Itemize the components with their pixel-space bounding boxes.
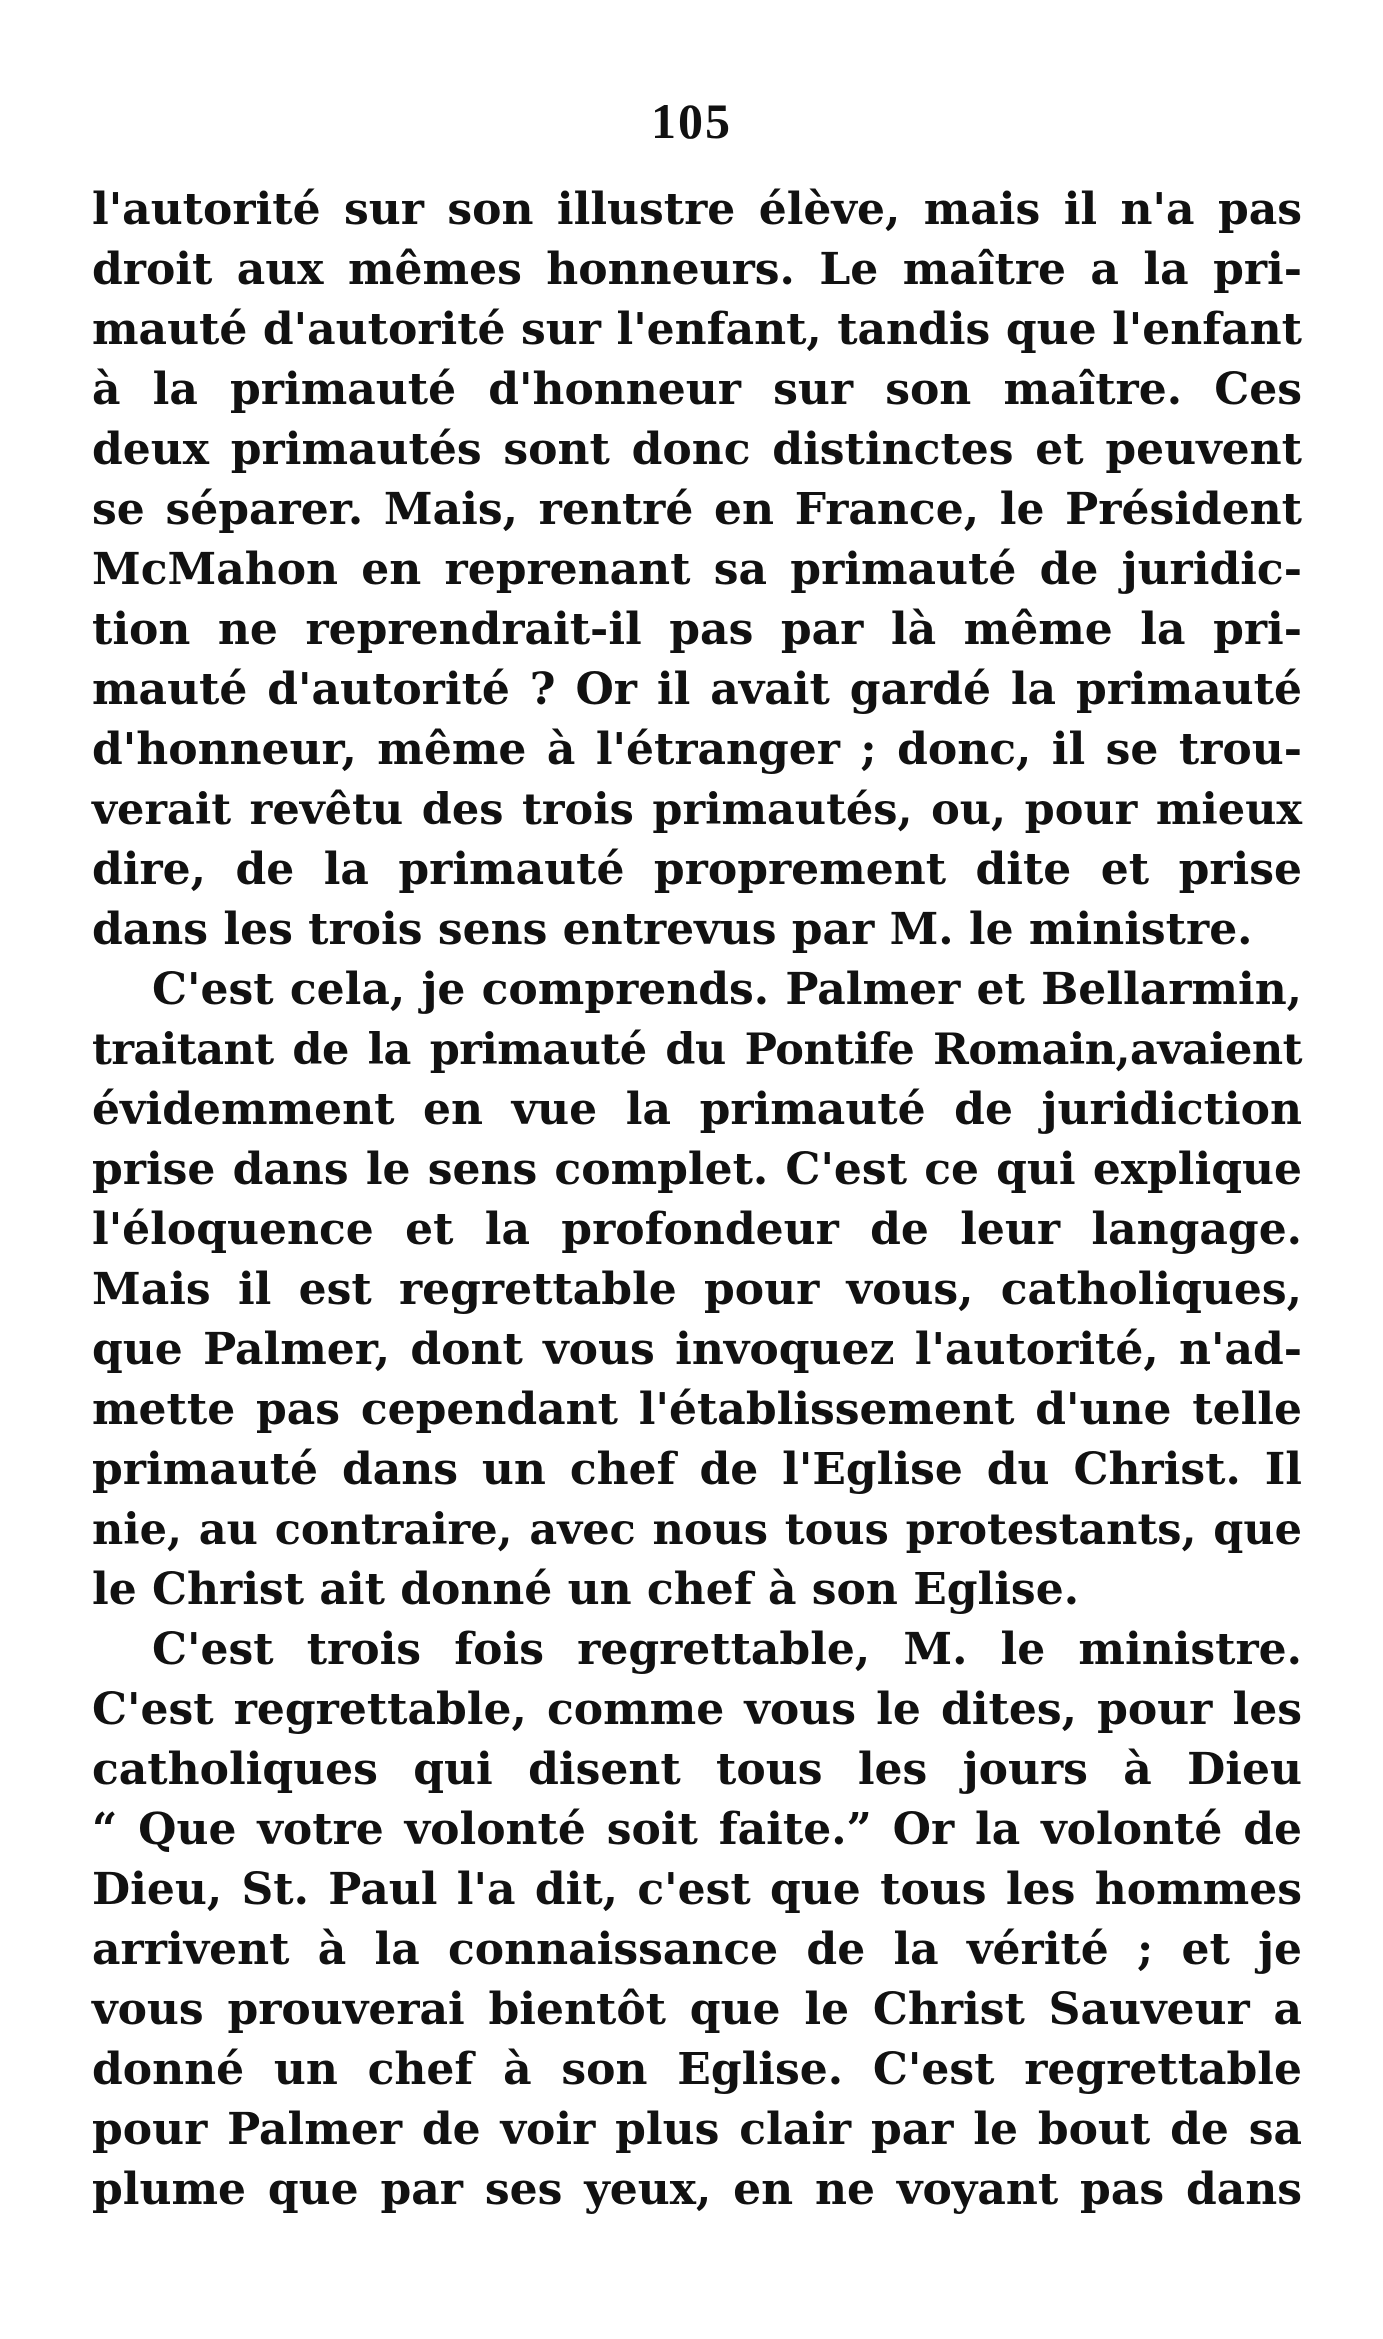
text-line: tion ne reprendrait-il pas par là même la pri- — [92, 604, 1302, 655]
text-line: deux primautés sont donc distinctes et peuvent — [92, 424, 1302, 475]
text-line: Mais il est regrettable pour vous, catholiques, — [92, 1264, 1302, 1315]
text-line: dans les trois sens entrevus par M. le ministre. — [92, 904, 1253, 955]
text-line: nie, au contraire, avec nous tous protestants, que — [92, 1505, 1302, 1555]
text-line: mauté d'autorité ? Or il avait gardé la primauté — [92, 664, 1302, 715]
text-line: vous prouverai bientôt que le Christ Sauveur a — [92, 1984, 1302, 2035]
text-line: à la primauté d'honneur sur son maître. Ces — [92, 364, 1302, 415]
paragraph-start-line: C'est trois fois regrettable, M. le ministre. — [152, 1624, 1302, 1675]
text-line: pour Palmer de voir plus clair par le bout de sa — [92, 2104, 1302, 2155]
text-line: “ Que votre volonté soit faite.” Or la volonté de — [92, 1804, 1302, 1855]
text-line: l'éloquence et la profondeur de leur langage. — [92, 1204, 1302, 1255]
text-line: d'honneur, même à l'étranger ; donc, il se trou- — [92, 724, 1302, 775]
paragraph-start-line: C'est cela, je comprends. Palmer et Bellarmin, — [152, 964, 1302, 1015]
text-line: primauté dans un chef de l'Eglise du Christ. Il — [92, 1444, 1302, 1495]
text-line: dire, de la primauté proprement dite et prise — [92, 844, 1302, 895]
text-line: évidemment en vue la primauté de juridiction — [92, 1084, 1302, 1135]
text-line: que Palmer, dont vous invoquez l'autorité, n'ad- — [92, 1324, 1302, 1375]
text-line: le Christ ait donné un chef à son Eglise. — [92, 1564, 1080, 1615]
text-line: plume que par ses yeux, en ne voyant pas dans — [92, 2164, 1302, 2215]
text-line: McMahon en reprenant sa primauté de juridic- — [92, 544, 1302, 595]
text-line: donné un chef à son Eglise. C'est regrettable — [92, 2044, 1302, 2095]
text-line: se séparer. Mais, rentré en France, le Président — [92, 484, 1302, 535]
body-text — [92, 180, 1302, 2220]
text-line: arrivent à la connaissance de la vérité ; et je — [92, 1924, 1302, 1975]
text-line: C'est regrettable, comme vous le dites, pour les — [92, 1684, 1302, 1735]
text-line: mauté d'autorité sur l'enfant, tandis que l'enfant — [92, 304, 1302, 355]
text-line: catholiques qui disent tous les jours à Dieu — [92, 1744, 1302, 1795]
text-line: l'autorité sur son illustre élève, mais il n'a pas — [92, 184, 1302, 235]
text-line: droit aux mêmes honneurs. Le maître a la pri- — [92, 244, 1302, 295]
text-line: verait revêtu des trois primautés, ou, pour mieux — [92, 785, 1302, 835]
text-line: mette pas cependant l'établissement d'une telle — [92, 1384, 1302, 1435]
text-line: traitant de la primauté du Pontife Romain,avaient — [92, 1025, 1302, 1075]
page-number: 105 — [651, 93, 732, 149]
text-line: prise dans le sens complet. C'est ce qui explique — [92, 1144, 1302, 1195]
text-line: Dieu, St. Paul l'a dit, c'est que tous les hommes — [92, 1864, 1302, 1915]
